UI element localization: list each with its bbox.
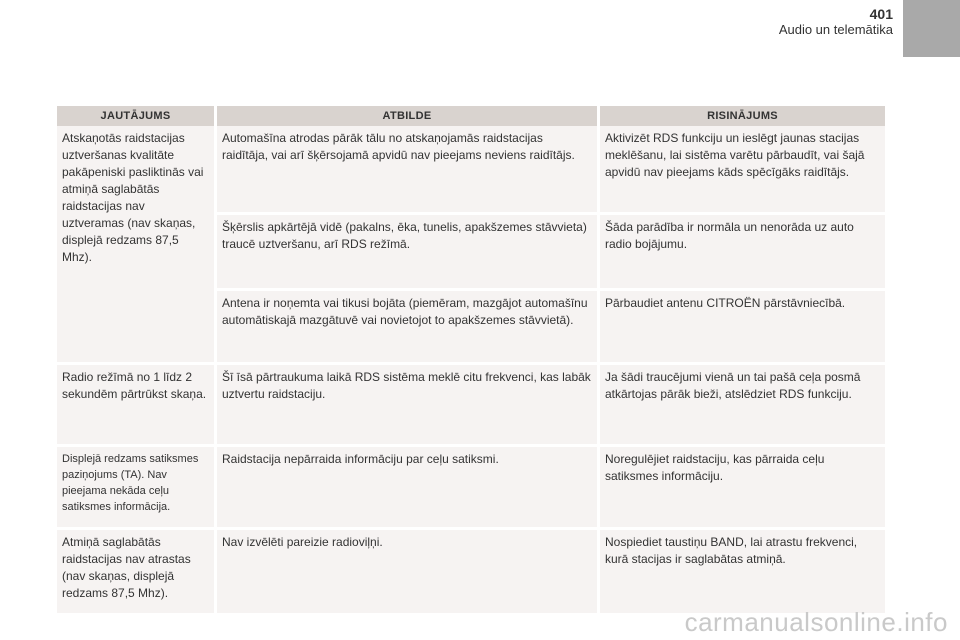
answer-cell: Automašīna atrodas pārāk tālu no atskaņojamās raidstacijas raidītāja, vai arī šķērsojamā apvidū nav pieejams neviens raidītājs. (216, 126, 599, 214)
question-cell: Radio režīmā no 1 līdz 2 sekundēm pārtrūkst skaņa. (57, 364, 216, 446)
solution-cell: Nospiediet taustiņu BAND, lai atrastu frekvenci, kurā stacijas ir saglabātas atmiņā. (599, 529, 886, 614)
solution-cell: Noregulējiet raidstaciju, kas pārraida ceļu satiksmes informāciju. (599, 446, 886, 529)
solution-cell: Šāda parādība ir normāla un nenorāda uz auto radio bojājumu. (599, 214, 886, 290)
watermark: carmanualsonline.info (684, 607, 948, 637)
table-header-row (57, 106, 885, 126)
column-header-question: JAUTĀJUMS (57, 106, 216, 126)
section-title: Audio un telemātika (778, 22, 893, 37)
answer-cell: Antena ir noņemta vai tikusi bojāta (piemēram, mazgājot automašīnu automātiskajā mazgātuvē vai novietojot to apakšzemes stāvvietā). (216, 290, 599, 364)
answer-cell: Šķērslis apkārtējā vidē (pakalns, ēka, tunelis, apakšzemes stāvvieta) traucē uztveršanu, arī RDS režīmā. (216, 214, 599, 290)
column-header-answer: ATBILDE (216, 106, 599, 126)
solution-cell: Pārbaudiet antenu CITROËN pārstāvniecībā. (599, 290, 886, 364)
solution-cell: Ja šādi traucējumi vienā un tai pašā ceļa posmā atkārtojas pārāk bieži, atslēdziet RDS funkciju. (599, 364, 886, 446)
question-cell: Atskaņotās raidstacijas uztveršanas kvalitāte pakāpeniski pasliktinās vai atmiņā saglabātās raidstacijas nav uztveramas (nav skaņas, displejā redzams 87,5 Mhz). (57, 126, 216, 364)
solution-cell: Aktivizēt RDS funkciju un ieslēgt jaunas stacijas meklēšanu, lai sistēma varētu pārbaudīt, vai šajā apvidū nav pieejams kāds spēcīgāks raidītājs. (599, 126, 886, 214)
table-row (57, 446, 885, 529)
answer-cell: Šī īsā pārtraukuma laikā RDS sistēma meklē citu frekvenci, kas labāk uztvertu raidstaciju. (216, 364, 599, 446)
column-header-solution: RISINĀJUMS (599, 106, 886, 126)
troubleshooting-table (57, 106, 885, 613)
table-row (57, 126, 885, 214)
answer-cell: Raidstacija nepārraida informāciju par ceļu satiksmi. (216, 446, 599, 529)
question-cell: Displejā redzams satiksmes paziņojums (TA). Nav pieejama nekāda ceļu satiksmes informācija. (57, 446, 216, 529)
table-row (57, 529, 885, 614)
answer-cell: Nav izvēlēti pareizie radioviļņi. (216, 529, 599, 614)
question-cell: Atmiņā saglabātās raidstacijas nav atrastas (nav skaņas, displejā redzams 87,5 Mhz). (57, 529, 216, 614)
table-row (57, 364, 885, 446)
chapter-tab (903, 0, 960, 57)
page-number: 401 (869, 6, 893, 22)
